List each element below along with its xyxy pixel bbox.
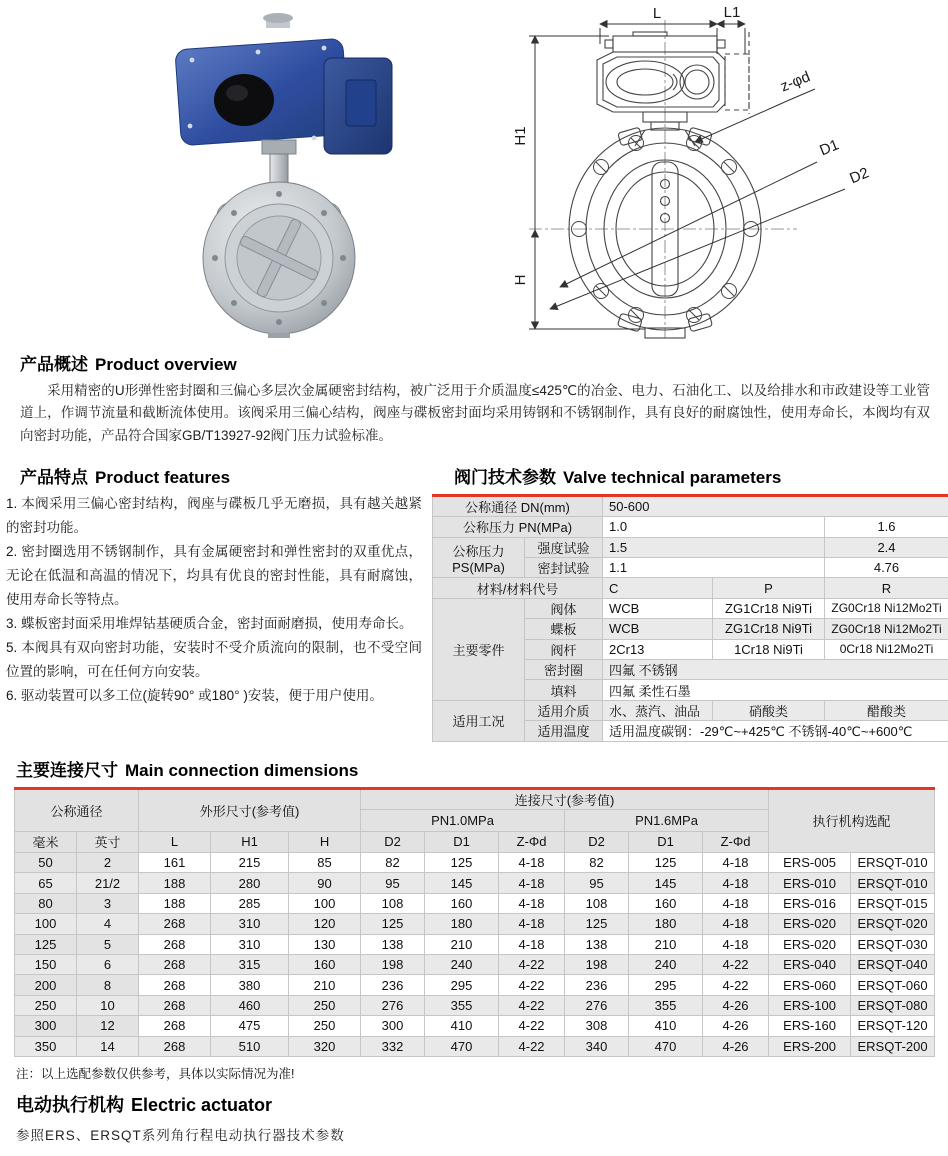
table-cell: ERSQT-020 [851, 914, 935, 934]
features-title-zh: 产品特点 [20, 468, 88, 488]
table-cell: 82 [361, 853, 425, 873]
table-cell: ERS-100 [769, 995, 851, 1015]
param-label: 蝶板 [525, 619, 603, 639]
table-cell: 310 [211, 934, 289, 954]
table-cell: 125 [565, 914, 629, 934]
table-cell: ERS-010 [769, 873, 851, 893]
dim-label-D2: D2 [847, 164, 872, 188]
table-cell: 410 [629, 1016, 703, 1036]
param-value: 硝酸类 [713, 700, 825, 720]
valve-params-table [432, 494, 948, 741]
table-cell: 82 [565, 853, 629, 873]
table-cell: 180 [629, 914, 703, 934]
valve-params-title-zh: 阀门技术参数 [454, 468, 556, 488]
feature-item: 5. 本阀具有双向密封功能，安装时不受介质流向的限制，也不受空间位置的影响，可在任何方向安装。 [6, 640, 422, 680]
dim-label-L1: L1 [723, 4, 741, 21]
param-value: 四氟 不锈钢 [603, 659, 948, 679]
table-cell: 4-22 [499, 954, 565, 974]
valve-stem-collar [262, 140, 296, 154]
overview-section [0, 346, 948, 447]
table-row [15, 914, 935, 934]
table-cell: ERS-005 [769, 853, 851, 873]
actuator-title [16, 1091, 948, 1117]
table-cell: 215 [211, 853, 289, 873]
dimensions-title-zh: 主要连接尺寸 [16, 760, 118, 780]
table-row [15, 954, 935, 974]
table-cell: 285 [211, 893, 289, 913]
param-label: 密封试验 [525, 558, 603, 578]
table-cell: 210 [425, 934, 499, 954]
header-cell: 外形尺寸(参考值) [139, 788, 361, 831]
dimensions-table-body [15, 853, 935, 1057]
table-cell: 210 [289, 975, 361, 995]
table-cell: ERS-020 [769, 934, 851, 954]
valve-params-title [454, 463, 948, 488]
table-cell: 300 [361, 1016, 425, 1036]
table-cell: 268 [139, 975, 211, 995]
table-cell: 510 [211, 1036, 289, 1056]
features-title-en: Product features [95, 468, 231, 488]
table-cell: 250 [289, 1016, 361, 1036]
table-cell: 4-22 [499, 1036, 565, 1056]
actuator-title-zh: 电动执行机构 [16, 1094, 124, 1115]
table-cell: 95 [565, 873, 629, 893]
table-row [15, 975, 935, 995]
param-value: R [825, 578, 948, 598]
actuator-title-en: Electric actuator [131, 1094, 273, 1115]
table-cell: 380 [211, 975, 289, 995]
param-label: 公称压力 PS(MPa) [433, 537, 525, 578]
header-cell: D1 [629, 831, 703, 853]
table-cell: 300 [15, 1016, 77, 1036]
table-cell: 308 [565, 1016, 629, 1036]
technical-drawing [505, 4, 940, 342]
table-cell: 4-22 [703, 954, 769, 974]
table-cell: 12 [77, 1016, 139, 1036]
table-cell: 268 [139, 954, 211, 974]
param-value: C [603, 578, 713, 598]
table-cell: 198 [565, 954, 629, 974]
param-label: 密封圈 [525, 659, 603, 679]
table-cell: 125 [425, 853, 499, 873]
table-cell: 95 [361, 873, 425, 893]
feature-item: 2. 密封圈选用不锈钢制作，具有金属硬密封和弹性密封的双重优点，无论在低温和高温的情况下，均具有优良的密封性能，具有耐腐蚀，使用寿命长等特点。 [6, 544, 422, 608]
features-section [6, 463, 422, 741]
table-cell: 188 [139, 893, 211, 913]
table-cell: 236 [565, 975, 629, 995]
table-cell: 90 [289, 873, 361, 893]
param-value: 2.4 [825, 537, 948, 557]
table-cell: 4-26 [703, 1016, 769, 1036]
table-cell: ERS-016 [769, 893, 851, 913]
table-cell: 332 [361, 1036, 425, 1056]
table-cell: 470 [629, 1036, 703, 1056]
table-cell: 145 [629, 873, 703, 893]
table-cell: ERSQT-015 [851, 893, 935, 913]
table-cell: 180 [425, 914, 499, 934]
table-cell: ERS-160 [769, 1016, 851, 1036]
table-cell: 4 [77, 914, 139, 934]
table-cell: ERSQT-060 [851, 975, 935, 995]
table-note: 注：以上选配参数仅供参考，具体以实际情况为准! [16, 1066, 295, 1081]
table-cell: 355 [425, 995, 499, 1015]
table-cell: 138 [361, 934, 425, 954]
table-cell: 4-22 [499, 995, 565, 1015]
table-cell: 475 [211, 1016, 289, 1036]
header-cell: H1 [211, 831, 289, 853]
table-cell: 280 [211, 873, 289, 893]
table-cell: 276 [565, 995, 629, 1015]
table-cell: 80 [15, 893, 77, 913]
param-value: P [713, 578, 825, 598]
table-cell: 268 [139, 934, 211, 954]
table-cell: 200 [15, 975, 77, 995]
dimensions-table [14, 787, 935, 1057]
param-label: 材料/材料代号 [433, 578, 603, 598]
table-cell: 315 [211, 954, 289, 974]
valve-stem [270, 154, 288, 186]
table-cell: 350 [15, 1036, 77, 1056]
table-cell: 320 [289, 1036, 361, 1056]
table-cell: 160 [425, 893, 499, 913]
table-cell: 160 [629, 893, 703, 913]
header-cell: PN1.0MPa [361, 810, 565, 832]
table-cell: ERSQT-030 [851, 934, 935, 954]
table-cell: 4-18 [703, 873, 769, 893]
table-cell: 100 [289, 893, 361, 913]
overview-paragraph: 采用精密的U形弹性密封圈和三偏心多层次金属硬密封结构，被广泛用于介质温度≤425℃的冶金、电力、石油化工、以及给排水和市政建设等工业管道上，作调节流量和截断流体使用。该阀采用三偏心结构，阀座与碟板密封面均采用铸钢和不锈钢制作，具有良好的耐腐蚀性，使用寿命长，本阀均有双向密封功能，产品符合国家GB/T13927-92阀门压力试验标准。 [20, 383, 930, 443]
dim-label-H: H [512, 274, 529, 286]
param-value: 1.1 [603, 558, 825, 578]
table-cell: 198 [361, 954, 425, 974]
table-cell: 2 [77, 853, 139, 873]
header-cell: PN1.6MPa [565, 810, 769, 832]
param-value: 醋酸类 [825, 700, 948, 720]
table-cell: ERSQT-120 [851, 1016, 935, 1036]
table-cell: ERSQT-010 [851, 853, 935, 873]
table-cell: ERSQT-200 [851, 1036, 935, 1056]
header-cell: 毫米 [15, 831, 77, 853]
product-photo [128, 8, 428, 338]
feature-item: 6. 驱动装置可以多工位(旋转90° 或180° )安装，便于用户使用。 [6, 688, 383, 704]
table-cell: 65 [15, 873, 77, 893]
dimensions-title-en: Main connection dimensions [125, 760, 359, 780]
param-label: 适用介质 [525, 700, 603, 720]
table-cell: 50 [15, 853, 77, 873]
param-value: 2Cr13 [603, 639, 713, 659]
table-cell: 145 [425, 873, 499, 893]
table-cell: 295 [629, 975, 703, 995]
table-cell: 130 [289, 934, 361, 954]
table-cell: 4-26 [703, 995, 769, 1015]
table-cell: ERSQT-080 [851, 995, 935, 1015]
dimensions-section [0, 756, 948, 1082]
table-cell: 250 [15, 995, 77, 1015]
table-cell: 120 [289, 914, 361, 934]
table-cell: 125 [629, 853, 703, 873]
table-cell: 125 [361, 914, 425, 934]
actuator-section [16, 1091, 948, 1144]
dim-label-zphid: z-φd [777, 68, 813, 96]
header-cell: D2 [565, 831, 629, 853]
table-cell: ERS-020 [769, 914, 851, 934]
param-label: 公称压力 PN(MPa) [433, 517, 603, 537]
feature-item: 3. 蝶板密封面采用堆焊钴基硬质合金，密封面耐磨损，使用寿命长。 [6, 616, 413, 632]
valve-params-title-en: Valve technical parameters [563, 468, 782, 488]
param-value: 水、蒸汽、油品 [603, 700, 713, 720]
param-value: ZG1Cr18 Ni9Ti [713, 619, 825, 639]
table-cell: 460 [211, 995, 289, 1015]
actuator-knob [214, 74, 274, 126]
table-cell: 4-18 [703, 893, 769, 913]
table-cell: 355 [629, 995, 703, 1015]
header-cell: 执行机构选配 [769, 788, 935, 853]
table-cell: 310 [211, 914, 289, 934]
param-label: 公称通径 DN(mm) [433, 496, 603, 517]
param-value: WCB [603, 619, 713, 639]
overview-title [20, 350, 930, 375]
table-cell: 4-22 [499, 975, 565, 995]
table-cell: 4-18 [703, 914, 769, 934]
param-label: 阀体 [525, 598, 603, 618]
param-value: 1Cr18 Ni9Ti [713, 639, 825, 659]
dim-label-L: L [652, 5, 662, 22]
param-label: 主要零件 [433, 598, 525, 700]
param-label: 适用工况 [433, 700, 525, 741]
table-cell: 268 [139, 995, 211, 1015]
param-value: 1.6 [825, 517, 948, 537]
param-label: 填料 [525, 680, 603, 700]
table-cell: 340 [565, 1036, 629, 1056]
table-cell: ERSQT-010 [851, 873, 935, 893]
table-cell: 4-22 [499, 1016, 565, 1036]
param-value: 适用温度碳钢：-29℃~+425℃ 不锈钢-40℃~+600℃ [603, 721, 948, 741]
param-label: 适用温度 [525, 721, 603, 741]
table-cell: 250 [289, 995, 361, 1015]
table-cell: 100 [15, 914, 77, 934]
table-cell: ERSQT-040 [851, 954, 935, 974]
actuator-text: 参照ERS、ERSQT系列角行程电动执行器技术参数 [16, 1127, 345, 1143]
header-cell: 公称通径 [15, 788, 139, 831]
table-cell: 4-22 [703, 975, 769, 995]
header-cell: Z-Φd [499, 831, 565, 853]
table-cell: 108 [361, 893, 425, 913]
table-cell: 4-18 [703, 853, 769, 873]
table-row [15, 1036, 935, 1056]
dimension-lines [529, 24, 845, 329]
table-cell: 10 [77, 995, 139, 1015]
table-cell: 5 [77, 934, 139, 954]
table-cell: 188 [139, 873, 211, 893]
table-cell: 138 [565, 934, 629, 954]
param-value: ZG0Cr18 Ni12Mo2Ti [825, 598, 948, 618]
table-cell: ERS-200 [769, 1036, 851, 1056]
table-cell: 4-18 [499, 853, 565, 873]
table-cell: 240 [629, 954, 703, 974]
param-value: WCB [603, 598, 713, 618]
table-cell: 21/2 [77, 873, 139, 893]
header-cell: 连接尺寸(参考值) [361, 788, 769, 810]
table-cell: 4-18 [499, 934, 565, 954]
param-value: 4.76 [825, 558, 948, 578]
header-cell: 英寸 [77, 831, 139, 853]
param-value: 1.5 [603, 537, 825, 557]
actuator-panel [346, 80, 376, 126]
table-cell: 160 [289, 954, 361, 974]
table-cell: 240 [425, 954, 499, 974]
param-value: ZG1Cr18 Ni9Ti [713, 598, 825, 618]
table-cell: 410 [425, 1016, 499, 1036]
header-cell: Z-Φd [703, 831, 769, 853]
table-cell: 276 [361, 995, 425, 1015]
header-cell: D1 [425, 831, 499, 853]
param-value: 50-600 [603, 496, 948, 517]
table-row [15, 995, 935, 1015]
table-cell: 150 [15, 954, 77, 974]
table-cell: 236 [361, 975, 425, 995]
dim-label-D1: D1 [817, 136, 842, 160]
overview-title-en: Product overview [95, 355, 237, 374]
table-row [15, 934, 935, 954]
param-value: 四氟 柔性石墨 [603, 680, 948, 700]
overview-title-zh: 产品概述 [20, 355, 88, 374]
table-cell: 268 [139, 914, 211, 934]
table-cell: 161 [139, 853, 211, 873]
table-cell: 4-18 [499, 873, 565, 893]
table-row [15, 873, 935, 893]
table-cell: 108 [565, 893, 629, 913]
header-cell: H [289, 831, 361, 853]
header-cell: D2 [361, 831, 425, 853]
table-row [15, 893, 935, 913]
dimensions-title [16, 756, 948, 781]
table-cell: ERS-060 [769, 975, 851, 995]
features-title [20, 463, 422, 488]
top-images [0, 0, 948, 346]
table-cell: 210 [629, 934, 703, 954]
param-value: 1.0 [603, 517, 825, 537]
param-value: 0Cr18 Ni12Mo2Ti [825, 639, 948, 659]
table-cell: 6 [77, 954, 139, 974]
table-cell: 14 [77, 1036, 139, 1056]
table-cell: 268 [139, 1016, 211, 1036]
table-cell: 470 [425, 1036, 499, 1056]
table-cell: 85 [289, 853, 361, 873]
table-cell: 4-18 [703, 934, 769, 954]
dim-label-H1: H1 [512, 126, 529, 146]
param-value: ZG0Cr18 Ni12Mo2Ti [825, 619, 948, 639]
table-cell: 4-26 [703, 1036, 769, 1056]
table-cell: 3 [77, 893, 139, 913]
table-cell: 268 [139, 1036, 211, 1056]
table-cell: 4-18 [499, 914, 565, 934]
param-label: 阀杆 [525, 639, 603, 659]
table-cell: ERS-040 [769, 954, 851, 974]
header-cell: L [139, 831, 211, 853]
valve-params-section [432, 463, 948, 741]
table-cell: 8 [77, 975, 139, 995]
table-row [15, 853, 935, 873]
table-cell: 295 [425, 975, 499, 995]
table-cell: 125 [15, 934, 77, 954]
table-cell: 4-18 [499, 893, 565, 913]
feature-item: 1. 本阀采用三偏心密封结构，阀座与碟板几乎无磨损，具有越关越紧的密封功能。 [6, 496, 422, 536]
param-label: 强度试验 [525, 537, 603, 557]
table-row [15, 1016, 935, 1036]
